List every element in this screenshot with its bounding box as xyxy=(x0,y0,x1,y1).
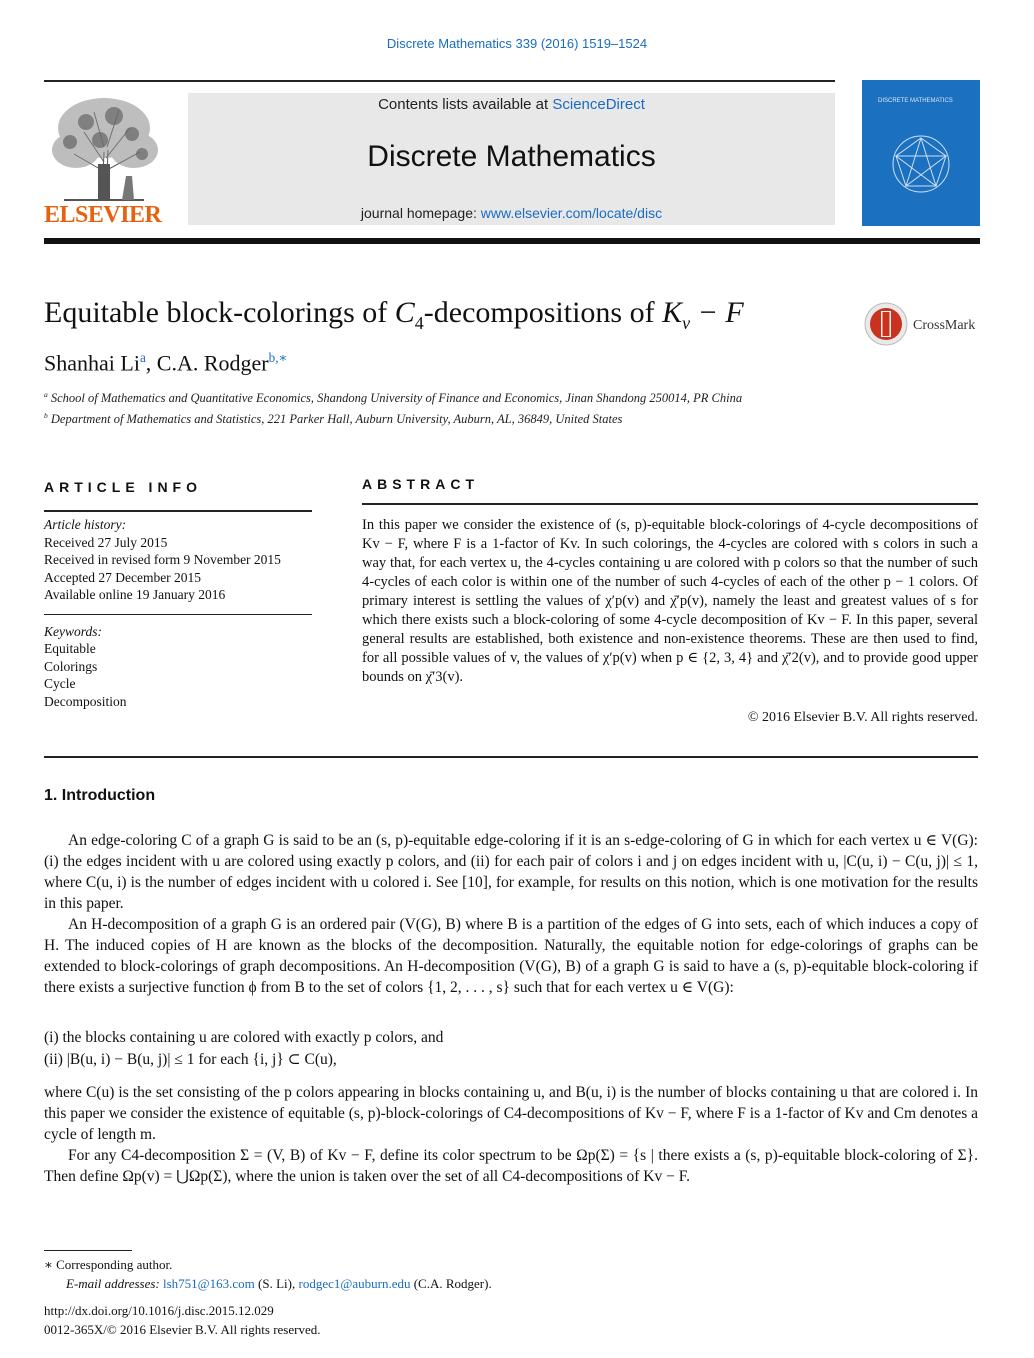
contents-prefix: Contents lists available at xyxy=(378,96,553,113)
abstract-copyright: © 2016 Elsevier B.V. All rights reserved. xyxy=(747,710,978,725)
email-link[interactable]: lsh751@163.com xyxy=(163,1276,255,1291)
paragraph: An H-decomposition of a graph G is an ordered pair (V(G), B) where B is a partition of the edges of G into sets, each of which induces a copy of H. The induced copies of H are known as the blocks of the decomposition. Naturally, the equitable notion for edge-colorings of graphs can be extended to block-colorings of graph decompositions. An H-decomposition (V(G), B) of a graph G is said to have a (s, p)-equitable block-coloring if there exists a surjective function ϕ from B to the set of colors {1, 2, . . . , s} such that for each vertex u ∈ V(G): xyxy=(44,916,978,996)
author-name[interactable]: C.A. Rodger xyxy=(156,350,269,376)
abstract-text: In this paper we consider the existence of (s, p)-equitable block-colorings of 4-cycle decompositions of Kv − F, where F is a 1-factor of Kv. In such colorings, the 4-cycles are colored with s colors in such a way that, for each vertex u, the 4-cycles containing u are colored with p colors so that the number of such 4-cycles of each color is within one of the number of such 4-cycles of each of the other p − 1 colors. Of primary interest is settling the values of χ′p(v) and χ̄′p(v), namely the least and greatest values of s for which there exists such a block-coloring of some 4-cycle decomposition of Kv − F. In this paper, several general results are established, both existence and non-existence theorems. These are then used to find, for all possible values of v, the values of χ′p(v) when p ∈ {2, 3, 4} and χ̄′2(v), and to provide good upper bounds on χ̄′3(v). xyxy=(362,517,978,685)
section-heading: 1. Introduction xyxy=(44,787,156,804)
paragraph: where C(u) is the set consisting of the p colors appearing in blocks containing u, and B(u, i) is the number of blocks containing u that are colored i. In this paper we consider the existence of equitable (s, p)-block-colorings of C4-decompositions of Kv − F, where F is a 1-factor of Kv and Cm denotes a cycle of length m. xyxy=(44,1084,978,1143)
email-label: E-mail addresses: xyxy=(66,1276,164,1291)
article-info-heading: ARTICLE INFO xyxy=(44,479,202,495)
abstract-rule xyxy=(362,503,978,505)
abstract-heading: ABSTRACT xyxy=(362,476,479,492)
footnote-rule xyxy=(44,1250,132,1251)
keywords-label: Keywords: xyxy=(44,623,102,639)
history-item: Accepted 27 December 2015 xyxy=(44,569,202,585)
history-label: Article history: xyxy=(44,517,127,532)
history-item: Received 27 July 2015 xyxy=(44,534,168,550)
keyword: Decomposition xyxy=(44,693,127,709)
affiliation: $^b$ Department of Mathematics and Statistics, 221 Parker Hall, Auburn University, Auburn, AL, 36849, United States xyxy=(44,411,623,427)
cover-title: DISCRETE MATHEMATICS xyxy=(878,98,953,104)
issn-line: 0012-365X/© 2016 Elsevier B.V. All rights reserved. xyxy=(44,1322,321,1337)
homepage-line xyxy=(188,205,835,221)
info-divider xyxy=(44,614,312,615)
header-bottom-rule xyxy=(44,238,980,244)
history-item: Received in revised form 9 November 2015 xyxy=(44,552,281,567)
intro-body xyxy=(44,830,978,998)
author-affiliation-mark[interactable]: b,∗ xyxy=(268,350,288,365)
elsevier-wordmark: ELSEVIER xyxy=(44,202,162,228)
homepage-prefix: journal homepage: xyxy=(360,205,481,221)
section-rule xyxy=(44,756,978,758)
article-info xyxy=(44,516,312,710)
paragraph: An edge-coloring C of a graph G is said to be an (s, p)-equitable edge-coloring if it is an s-edge-coloring of G in which for each vertex u ∈ V(G): (i) the edges incident with u are colored using exactly p colors, and (ii) for each pair of colors i and j on edges incident with u, |C(u, i) − C(u, j)| ≤ 1, where C(u, i) is the number of edges incident with u colored i. See [10], for example, for results on this notion, which is one motivation for the results in this paper. xyxy=(44,832,978,912)
condition-list xyxy=(44,1027,978,1071)
keyword: Equitable xyxy=(44,641,96,656)
journal-cover xyxy=(862,80,980,226)
paragraph: For any C4-decomposition Σ = (V, B) of Kv − F, define its color spectrum to be Ωp(Σ) = {s | there exists a (s, p)-equitable block-coloring of Σ}. Then define Ωp(v) = ⋃Ωp(Σ), where the union is taken over the set of all C4-decompositions of Kv − F. xyxy=(44,1147,978,1185)
corresponding-author-note: ∗ Corresponding author. xyxy=(44,1257,173,1272)
intro-body-continued xyxy=(44,1082,978,1187)
contents-line xyxy=(188,96,835,113)
doi-link[interactable]: http://dx.doi.org/10.1016/j.disc.2015.12.029 xyxy=(44,1303,274,1318)
keyword: Colorings xyxy=(44,658,98,674)
author-list: Shanhai Li$^a$, C.A. Rodger$^{b,∗}$ xyxy=(44,350,288,376)
email-note: E-mail addresses: lsh751@163.com (S. Li), rodgec1@auburn.edu (C.A. Rodger). xyxy=(66,1276,492,1291)
email-link[interactable]: rodgec1@auburn.edu xyxy=(298,1276,411,1291)
header-top-rule xyxy=(44,80,835,82)
homepage-link[interactable]: www.elsevier.com/locate/disc xyxy=(480,205,663,221)
crossmark-label[interactable]: CrossMark xyxy=(913,318,976,333)
pentagon-icon xyxy=(886,128,956,198)
paper-title: Equitable block-colorings of $C_4$-decompositions of $K_v - F$ xyxy=(44,296,744,333)
list-item: (i) the blocks containing u are colored with exactly p colors, and xyxy=(44,1029,444,1046)
article-info-rule xyxy=(44,510,312,512)
list-item: (ii) |B(u, i) − B(u, j)| ≤ 1 for each {i, j} ⊂ C(u), xyxy=(44,1051,337,1068)
journal-title: Discrete Mathematics xyxy=(367,140,656,173)
crossmark-icon[interactable] xyxy=(864,302,908,346)
author-name[interactable]: Shanhai Li xyxy=(44,350,140,376)
affiliation: $^a$ School of Mathematics and Quantitative Economics, Shandong University of Finance and Economics, Jinan Shandong 250014, PR China xyxy=(44,390,743,406)
sciencedirect-link[interactable]: ScienceDirect xyxy=(552,96,645,113)
author-affiliation-mark[interactable]: a xyxy=(139,350,146,365)
keyword: Cycle xyxy=(44,676,76,691)
history-item: Available online 19 January 2016 xyxy=(44,587,226,602)
journal-citation[interactable]: Discrete Mathematics 339 (2016) 1519–1524 xyxy=(386,36,648,51)
